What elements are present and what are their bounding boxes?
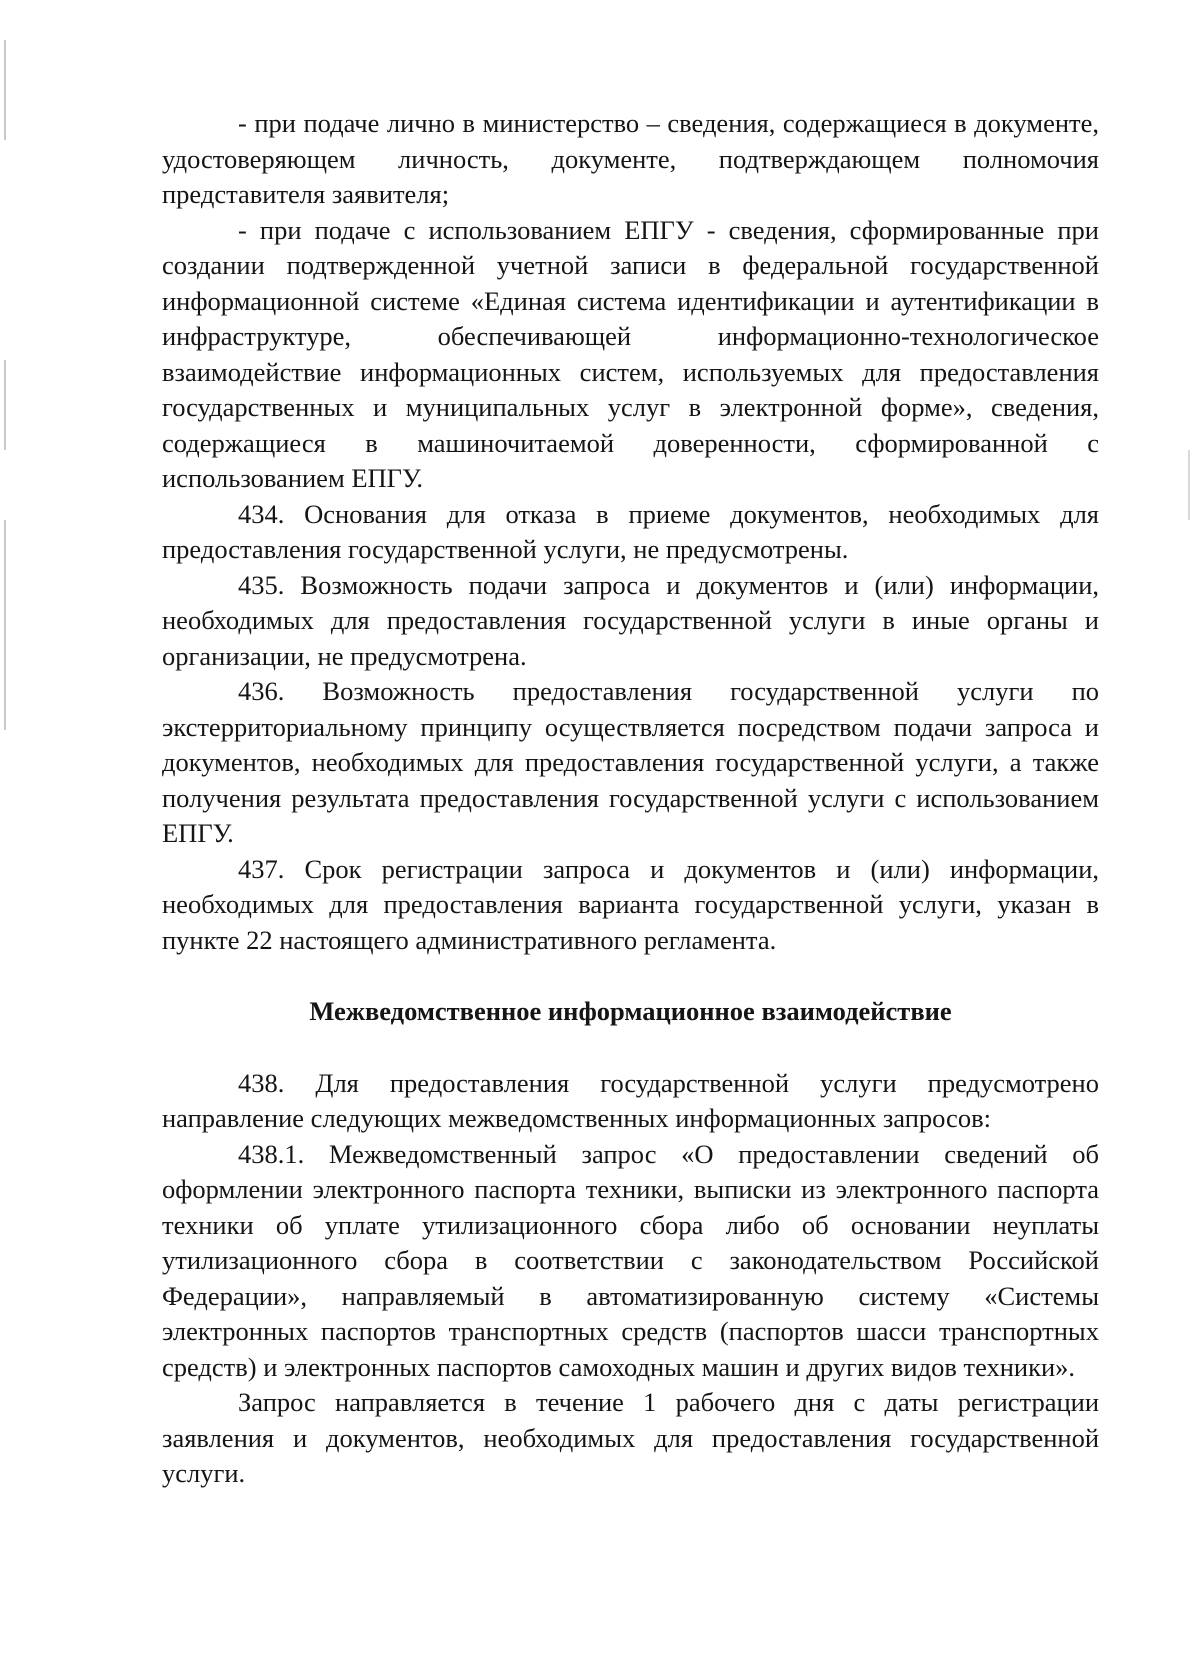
paragraph: 434. Основания для отказа в приеме документов, необходимых для предоставления государственной услуги, не предусмотрены. bbox=[162, 498, 1099, 564]
scan-edge-mark bbox=[1188, 450, 1190, 520]
document-page bbox=[162, 106, 1099, 1492]
paragraph: 436. Возможность предоставления государственной услуги по экстерриториальному принципу осуществляется посредством подачи запроса и документов, необходимых для предоставления государственной услуги, а также получения результата предоставления государственной услуги с использованием ЕПГУ. bbox=[162, 676, 1099, 848]
section-heading: Межведомственное информационное взаимодействие bbox=[309, 996, 952, 1026]
paragraph: 435. Возможность подачи запроса и документов и (или) информации, необходимых для предоставления государственной услуги в иные органы и организации, не предусмотрена. bbox=[162, 569, 1099, 671]
paragraph: Запрос направляется в течение 1 рабочего дня с даты регистрации заявления и документов, необходимых для предоставления государственной услуги. bbox=[162, 1387, 1099, 1488]
paragraph: 437. Срок регистрации запроса и документов и (или) информации, необходимых для предоставления варианта государственной услуги, указан в пункте 22 настоящего административного регламента. bbox=[162, 853, 1099, 955]
scan-edge-mark bbox=[4, 360, 6, 450]
scan-edge-mark bbox=[4, 40, 6, 140]
paragraph: - при подаче лично в министерство – сведения, содержащиеся в документе, удостоверяющем личность, документе, подтверждающем полномочия представителя заявителя; bbox=[162, 108, 1099, 209]
scan-edge-mark bbox=[4, 520, 6, 730]
paragraph: 438. Для предоставления государственной услуги предусмотрено направление следующих межведомственных информационных запросов: bbox=[162, 1067, 1099, 1133]
paragraph: - при подаче с использованием ЕПГУ - сведения, сформированные при создании подтвержденной учетной записи в федеральной государственной информационной системе «Единая система идентификации и аутентификации в инфраструктуре, обеспечивающей информационно-технологическое взаимодействие информационных систем, используемых для предоставления государственных и муниципальных услуг в электронной форме», сведения, содержащиеся в машиночитаемой доверенности, сформированной с использованием ЕПГУ. bbox=[162, 214, 1099, 493]
paragraph: 438.1. Межведомственный запрос «О предоставлении сведений об оформлении электронного паспорта техники, выписки из электронного паспорта техники об уплате утилизационного сбора либо об основании неуплаты утилизационного сбора в соответствии с законодательством Российской Федерации», направляемый в автоматизированную систему «Системы электронных паспортов транспортных средств (паспортов шасси транспортных средств) и электронных паспортов самоходных машин и других видов техники». bbox=[162, 1138, 1099, 1382]
